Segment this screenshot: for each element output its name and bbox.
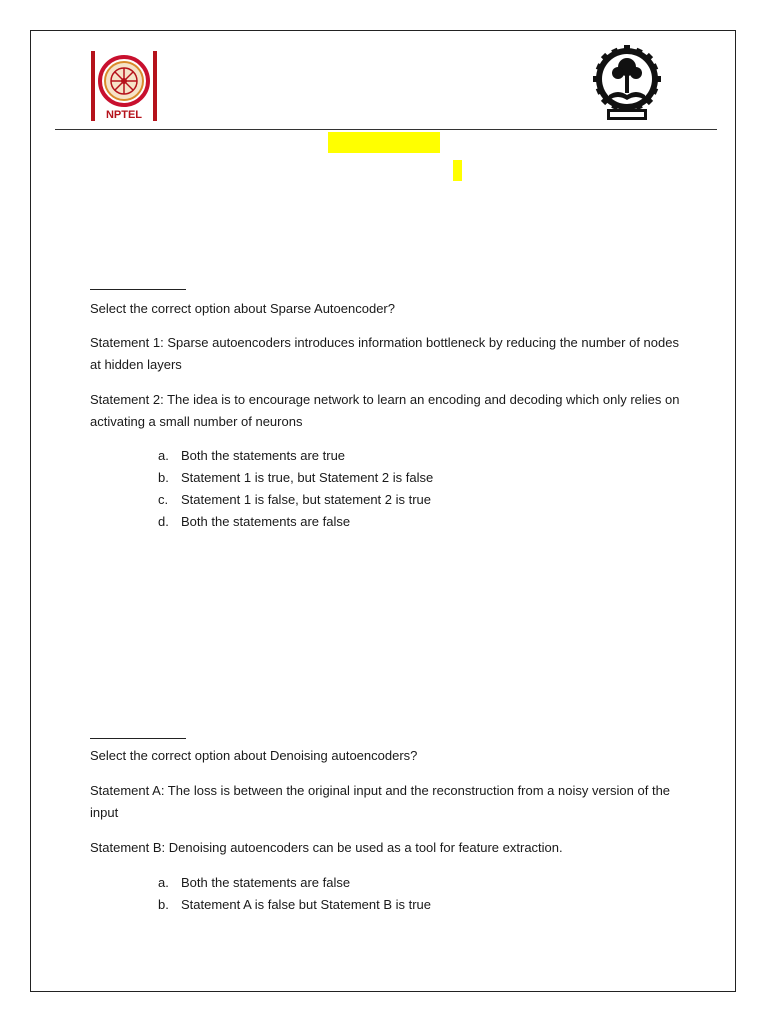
option-item bbox=[158, 467, 433, 489]
option-letter: a. bbox=[158, 875, 169, 890]
nptel-logo bbox=[91, 51, 157, 121]
option-text: Statement 1 is true, but Statement 2 is false bbox=[181, 470, 434, 485]
statement-text: Statement 2: The idea is to encourage network to learn an encoding and decoding which only relies on activating a small number of neurons bbox=[90, 392, 680, 429]
highlight-mark bbox=[328, 132, 440, 153]
option-letter: b. bbox=[158, 470, 169, 485]
statement-text: Statement A: The loss is between the original input and the reconstruction from a noisy version of the input bbox=[90, 783, 671, 820]
header-rule bbox=[55, 129, 717, 130]
options-list bbox=[158, 872, 431, 916]
option-text: Both the statements are false bbox=[181, 875, 351, 890]
option-item bbox=[158, 445, 433, 467]
iit-kharagpur-logo bbox=[591, 45, 663, 123]
statement-text: Statement B: Denoising autoencoders can be used as a tool for feature extraction. bbox=[90, 840, 563, 855]
option-letter: c. bbox=[158, 492, 169, 507]
option-item bbox=[158, 511, 433, 533]
question-prompt: Select the correct option about Sparse Autoencoder? bbox=[90, 301, 395, 316]
question-separator bbox=[90, 738, 186, 739]
question-separator bbox=[90, 289, 186, 290]
option-text: Statement 1 is false, but statement 2 is true bbox=[181, 492, 432, 507]
option-item bbox=[158, 894, 431, 916]
question-prompt: Select the correct option about Denoising autoencoders? bbox=[90, 748, 418, 763]
highlight-mark bbox=[453, 160, 462, 181]
option-item bbox=[158, 872, 431, 894]
option-text: Statement A is false but Statement B is true bbox=[181, 897, 432, 912]
statement-text: Statement 1: Sparse autoencoders introduces information bottleneck by reducing the number of nodes at hidden layers bbox=[90, 335, 679, 372]
option-text: Both the statements are false bbox=[181, 514, 351, 529]
option-letter: d. bbox=[158, 514, 169, 529]
option-letter: b. bbox=[158, 897, 169, 912]
option-letter: a. bbox=[158, 448, 169, 463]
nptel-logo-text: NPTEL bbox=[105, 109, 143, 121]
option-item bbox=[158, 489, 433, 511]
option-text: Both the statements are true bbox=[181, 448, 346, 463]
options-list bbox=[158, 445, 433, 533]
